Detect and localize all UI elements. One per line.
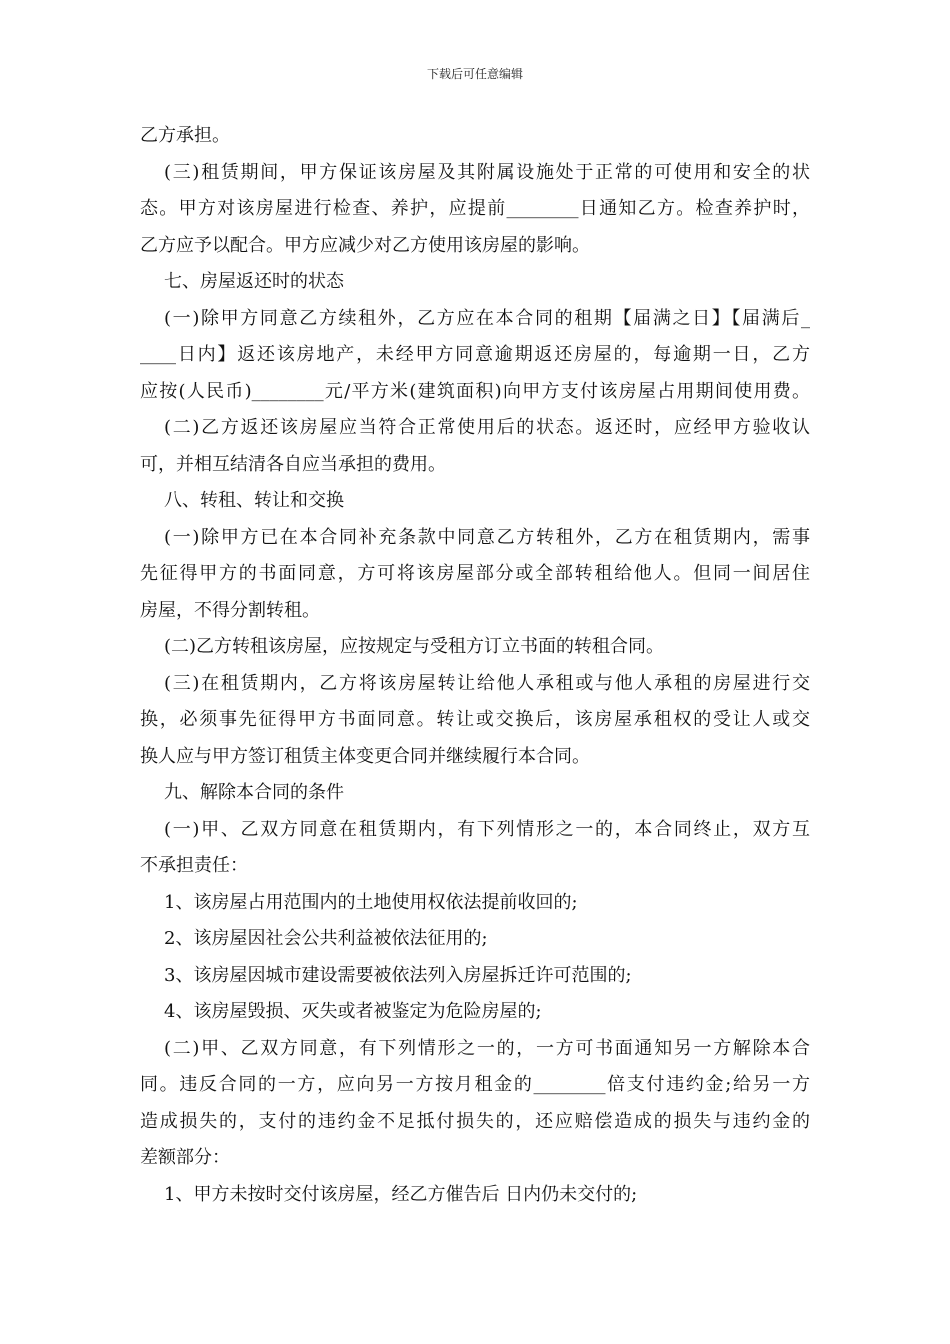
text-line: 房屋，不得分割转租。	[140, 599, 320, 621]
text-line: 九、解除本合同的条件	[164, 782, 344, 803]
text-line: 差额部分：	[140, 1147, 230, 1168]
document-body	[140, 118, 810, 1213]
text-line: 换人应与甲方签订租赁主体变更合同并继续履行本合同。	[140, 745, 590, 767]
text-line: (三)在租赁期内，乙方将该房屋转让给他人承租或与他人承租的房屋进行交	[164, 672, 810, 694]
text-line: (三)租赁期间，甲方保证该房屋及其附属设施处于正常的可使用和安全的状	[164, 161, 810, 183]
text-line: 可，并相互结清各自应当承担的费用。	[140, 453, 446, 475]
text-line: 4、该房屋毁损、灭失或者被鉴定为危险房屋的;	[164, 1001, 542, 1022]
text-line: 造成损失的，支付的违约金不足抵付损失的，还应赔偿造成的损失与违约金的	[140, 1110, 810, 1132]
text-line: 态。甲方对该房屋进行检查、养护，应提前________日通知乙方。检查养护时，	[140, 198, 810, 219]
text-line: (一)除甲方已在本合同补充条款中同意乙方转租外，乙方在租赁期内，需事	[164, 526, 810, 548]
text-line: 七、房屋返还时的状态	[164, 271, 344, 292]
text-line: 换，必须事先征得甲方书面同意。转让或交换后，该房屋承租权的受让人或交	[140, 709, 810, 730]
text-line: 应按(人民币)________元/平方米(建筑面积)向甲方支付该房屋占用期间使用费。	[140, 380, 810, 402]
text-line: 先征得甲方的书面同意，方可将该房屋部分或全部转租给他人。但同一间居住	[140, 563, 810, 584]
text-line: (二)乙方返还该房屋应当符合正常使用后的状态。返还时，应经甲方验收认	[164, 417, 810, 438]
text-line: 1、甲方未按时交付该房屋，经乙方催告后 日内仍未交付的;	[164, 1183, 638, 1205]
text-line: 3、该房屋因城市建设需要被依法列入房屋拆迁许可范围的;	[164, 964, 632, 986]
text-line: 1、该房屋占用范围内的土地使用权依法提前收回的;	[164, 891, 578, 913]
text-line: 乙方应予以配合。甲方应减少对乙方使用该房屋的影响。	[140, 234, 590, 256]
text-line: 2、该房屋因社会公共利益被依法征用的;	[164, 928, 488, 949]
text-line: ____日内】返还该房地产，未经甲方同意逾期返还房屋的，每逾期一日，乙方	[140, 344, 810, 365]
text-line: 八、转租、转让和交换	[164, 490, 344, 511]
text-line: (二)甲、乙双方同意，有下列情形之一的，一方可书面通知另一方解除本合	[164, 1037, 810, 1059]
page-header: 下载后可任意编辑	[426, 67, 523, 81]
text-line: 不承担责任：	[140, 855, 248, 876]
text-line: (一)除甲方同意乙方续租外，乙方应在本合同的租期【届满之日】【届满后_	[164, 307, 810, 329]
text-line: 乙方承担。	[140, 125, 230, 146]
text-line: 同。违反合同的一方，应向另一方按月租金的________倍支付违约金;给另一方	[140, 1074, 810, 1095]
text-line: (一)甲、乙双方同意在租赁期内，有下列情形之一的，本合同终止，双方互	[164, 818, 810, 840]
text-line: (二)乙方转租该房屋，应按规定与受租方订立书面的转租合同。	[164, 636, 665, 657]
